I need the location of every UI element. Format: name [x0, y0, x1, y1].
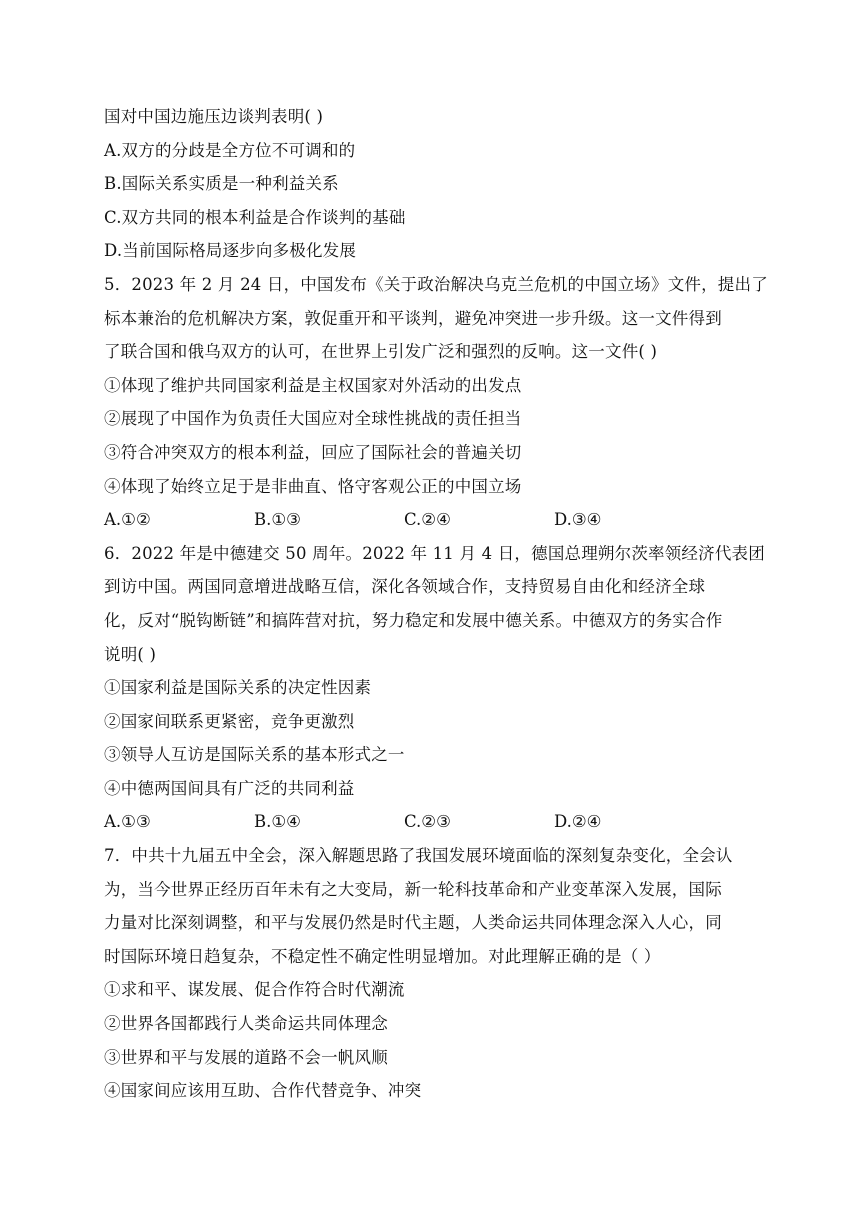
question-content	[104, 100, 768, 1108]
question-4-option-b: B.国际关系实质是一种利益关系	[104, 174, 339, 194]
question-6-choice-d: D.②④	[554, 812, 602, 832]
question-4-option-d: D.当前国际格局逐步向多极化发展	[104, 241, 357, 261]
question-6-choice-c: C.②③	[404, 812, 451, 832]
question-5-choice-d: D.③④	[554, 510, 602, 530]
question-7-stem-line: 7．中共十九届五中全会，深入解题思路了我国发展环境面临的深刻复杂变化，全会认	[104, 846, 733, 866]
question-7-statement-3: ③世界和平与发展的道路不会一帆风顺	[104, 1047, 388, 1067]
question-6-stem-line: 说明( )	[104, 644, 157, 664]
question-5-stem-line: 了联合国和俄乌双方的认可，在世界上引发广泛和强烈的反响。这一文件( )	[104, 342, 658, 362]
question-6-stem-line: 6．2022 年是中德建交 50 周年。2022 年 11 月 4 日，德国总理朔尔茨率领经济代表团	[104, 543, 765, 563]
question-5-stem-line: 5．2023 年 2 月 24 日，中国发布《关于政治解决乌克兰危机的中国立场》文件，提出了	[104, 274, 768, 294]
question-6-statement-2: ②国家间联系更紧密，竞争更激烈	[104, 711, 355, 731]
question-6-choice-a: A.①③	[104, 812, 151, 832]
question-7-stem-line: 力量对比深刻调整，和平与发展仍然是时代主题，人类命运共同体理念深入人心，同	[104, 913, 722, 933]
question-6-statement-3: ③领导人互访是国际关系的基本形式之一	[104, 745, 405, 765]
question-5-statement-3: ③符合冲突双方的根本利益，回应了国际社会的普遍关切	[104, 442, 522, 462]
question-6	[104, 537, 764, 839]
question-5-statement-4: ④体现了始终立足于是非曲直、恪守客观公正的中国立场	[104, 476, 522, 496]
question-5-choice-c: C.②④	[404, 510, 451, 530]
question-7	[104, 839, 764, 1108]
question-4-tail	[104, 100, 764, 268]
question-7-statement-1: ①求和平、谋发展、促合作符合时代潮流	[104, 980, 405, 1000]
question-6-stem-line: 到访中国。两国同意增进战略互信，深化各领域合作，支持贸易自由化和经济全球	[104, 577, 706, 597]
question-4-option-c: C.双方共同的根本利益是合作谈判的基础	[104, 207, 406, 227]
question-7-statement-4: ④国家间应该用互助、合作代替竞争、冲突	[104, 1081, 422, 1101]
question-7-stem-line: 为，当今世界正经历百年未有之大变局，新一轮科技革命和产业变革深入发展，国际	[104, 879, 722, 899]
question-4-stem: 国对中国边施压边谈判表明( )	[104, 107, 324, 126]
question-7-stem-line: 时国际环境日趋复杂，不稳定性不确定性明显增加。对此理解正确的是（ ）	[104, 946, 661, 966]
question-5-statement-1: ①体现了维护共同国家利益是主权国家对外活动的出发点	[104, 375, 522, 395]
question-5-statement-2: ②展现了中国作为负责任大国应对全球性挑战的责任担当	[104, 409, 522, 429]
question-5-choice-b: B.①③	[254, 510, 301, 530]
question-6-choices	[104, 805, 764, 839]
question-5-choice-a: A.①②	[104, 510, 151, 530]
question-6-statement-4: ④中德两国间具有广泛的共同利益	[104, 778, 355, 798]
question-6-stem-line: 化，反对“脱钩断链”和搞阵营对抗，努力稳定和发展中德关系。中德双方的务实合作	[104, 610, 723, 630]
question-6-choice-b: B.①④	[254, 812, 301, 832]
question-5-stem-line: 标本兼治的危机解决方案，敦促重开和平谈判，避免冲突进一步升级。这一文件得到	[104, 308, 722, 328]
question-4-option-a: A.双方的分歧是全方位不可调和的	[104, 140, 356, 160]
question-7-statement-2: ②世界各国都践行人类命运共同体理念	[104, 1014, 388, 1034]
question-6-statement-1: ①国家利益是国际关系的决定性因素	[104, 678, 372, 698]
question-5-choices	[104, 503, 764, 537]
question-5	[104, 268, 768, 537]
